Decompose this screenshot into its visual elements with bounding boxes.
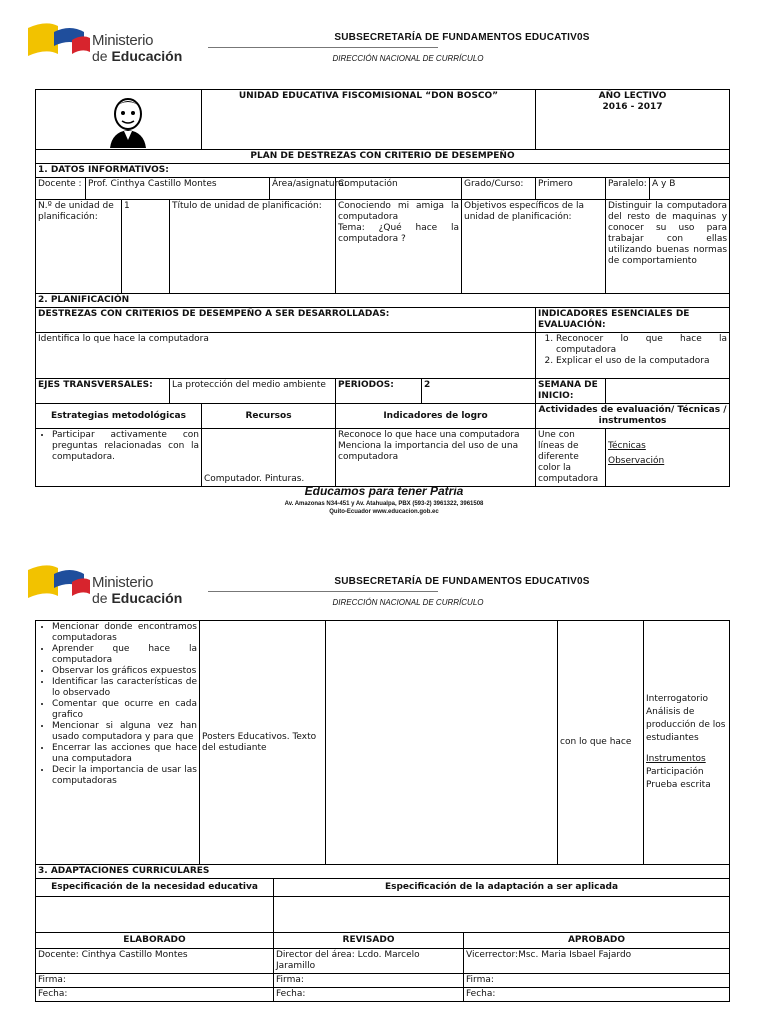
actividad-cell: con lo que hace xyxy=(558,621,644,865)
recursos-cell: Computador. Pinturas. xyxy=(202,429,336,487)
aprobado-vicerrector: Vicerrector:Msc. Maria Isbael Fajardo xyxy=(464,949,730,974)
plan-table-continued xyxy=(35,620,730,865)
docente-label: Docente : xyxy=(36,178,86,200)
school-emblem-cell xyxy=(36,90,202,150)
aprobado-header: APROBADO xyxy=(464,933,730,949)
paralelo-label: Paralelo: xyxy=(606,178,650,200)
col-actividades: Actividades de evaluación/ Técnicas / instrumentos xyxy=(536,404,730,429)
titulo-value-cell: Conociendo mi amiga la computadora Tema: ¿Qué hace la computadora ? xyxy=(336,200,462,294)
direccion-subtitle: DIRECCIÓN NACIONAL DE CURRÍCULO xyxy=(332,598,484,607)
section-1-title: 1. DATOS INFORMATIVOS: xyxy=(36,164,730,178)
school-year-cell: AÑO LECTIVO 2016 - 2017 xyxy=(536,90,730,150)
objetivos-value: Distinguir la computadora del resto de maquinas y conocer su uso para trabajar con ellas utilizando buenas normas de comportamiento xyxy=(606,200,730,294)
unidad-label: N.º de unidad de planificación: xyxy=(36,200,122,294)
logo-text-ministerio: Ministerio xyxy=(92,32,154,49)
titulo-label: Título de unidad de planificación: xyxy=(170,200,336,294)
grado-label: Grado/Curso: xyxy=(462,178,536,200)
indicador-item: 2. Explicar el uso de la computadora xyxy=(556,356,727,367)
elaborado-firma: Firma: xyxy=(36,974,274,988)
estrategia-item: • Mencionar si alguna vez han usado computadora y para que xyxy=(52,721,197,743)
col-indicadores: Indicadores de logro xyxy=(336,404,536,429)
actividad-cell: Une con líneas de diferente color la computadora xyxy=(536,429,606,487)
plan-title: PLAN DE DESTREZAS CON CRITERIO DE DESEMPEÑO xyxy=(36,150,730,164)
indicadores-label: INDICADORES ESENCIALES DE EVALUACIÓN: xyxy=(536,308,730,333)
col-recursos: Recursos xyxy=(202,404,336,429)
area-value: Computación xyxy=(336,178,462,200)
col-estrategias: Estrategias metodológicas xyxy=(36,404,202,429)
subsecretaria-title: SUBSECRETARÍA DE FUNDAMENTOS EDUCATIV0S xyxy=(334,32,590,43)
footer-slogan: Educamos para tener Patria xyxy=(304,484,464,498)
estrategia-item: • Encerrar las acciones que hace una computadora xyxy=(52,743,197,765)
section-2-title: 2. PLANIFICACIÓN xyxy=(36,294,730,308)
tecnicas-instrumentos-cell: Interrogatorio Análisis de producción de los estudiantes Instrumentos Participación Prueba escrita xyxy=(644,621,730,865)
subsecretaria-title: SUBSECRETARÍA DE FUNDAMENTOS EDUCATIV0S xyxy=(334,576,590,587)
espec-adaptacion-label: Especificación de la adaptación a ser aplicada xyxy=(274,879,730,897)
estrategia-item: • Decir la importancia de usar las computadoras xyxy=(52,765,197,787)
revisado-fecha: Fecha: xyxy=(274,988,464,1002)
revisado-director: Director del área: Lcdo. Marcelo Jaramillo xyxy=(274,949,464,974)
revisado-firma: Firma: xyxy=(274,974,464,988)
docente-value: Prof. Cinthya Castillo Montes xyxy=(86,178,270,200)
ecuador-flag-icon xyxy=(28,560,98,604)
periodos-label: PERIODOS: xyxy=(336,379,422,404)
destreza-value: Identifica lo que hace la computadora xyxy=(36,333,536,379)
logo-text-educacion: de Educación xyxy=(92,48,183,64)
ecuador-flag-icon xyxy=(28,18,98,62)
logo-text-ministerio: Ministerio xyxy=(92,574,154,591)
estrategia-cell: • Participar activamente con preguntas relacionadas con la computadora. xyxy=(36,429,202,487)
semana-label: SEMANA DE INICIO: xyxy=(536,379,606,404)
area-label: Área/asignatura: xyxy=(270,178,336,200)
elaborado-header: ELABORADO xyxy=(36,933,274,949)
elaborado-docente: Docente: Cinthya Castillo Montes xyxy=(36,949,274,974)
estrategia-item: • Aprender que hace la computadora xyxy=(52,644,197,666)
estrategias-list-cell xyxy=(36,621,200,865)
unidad-value: 1 xyxy=(122,200,170,294)
ejes-label: EJES TRANSVERSALES: xyxy=(36,379,170,404)
ejes-value: La protección del medio ambiente xyxy=(170,379,336,404)
paralelo-value: A y B xyxy=(650,178,730,200)
estrategia-item: • Comentar que ocurre en cada grafico xyxy=(52,699,197,721)
recursos-cell: Posters Educativos. Texto del estudiante xyxy=(200,621,326,865)
grado-value: Primero xyxy=(536,178,606,200)
don-bosco-portrait-icon xyxy=(106,94,150,148)
aprobado-fecha: Fecha: xyxy=(464,988,730,1002)
plan-table xyxy=(35,89,730,487)
estrategia-item: • Observar los gráficos expuestos xyxy=(52,666,197,677)
adaptaciones-table xyxy=(35,864,730,1002)
semana-value xyxy=(606,379,730,404)
direccion-subtitle: DIRECCIÓN NACIONAL DE CURRÍCULO xyxy=(332,54,484,63)
indicadores-list-cell xyxy=(536,333,730,379)
elaborado-fecha: Fecha: xyxy=(36,988,274,1002)
espec-adaptacion-value xyxy=(274,897,730,933)
objetivos-label: Objetivos específicos de la unidad de planificación: xyxy=(462,200,606,294)
header-divider xyxy=(208,47,438,48)
revisado-header: REVISADO xyxy=(274,933,464,949)
estrategia-item: • Identificar las características de lo observado xyxy=(52,677,197,699)
logo-text-educacion: de Educación xyxy=(92,590,183,606)
school-name: UNIDAD EDUCATIVA FISCOMISIONAL “DON BOSCO” xyxy=(202,90,536,150)
ministerio-logo xyxy=(28,18,188,62)
footer-address: Av. Amazonas N34-451 y Av. Atahualpa, PBX (593-2) 3961322, 3961508 Quito-Ecuador www.educacion.gob.ec xyxy=(284,501,484,515)
logro-cell: Reconoce lo que hace una computadora Menciona la importancia del uso de una computadora xyxy=(336,429,536,487)
aprobado-firma: Firma: xyxy=(464,974,730,988)
espec-necesidad-value xyxy=(36,897,274,933)
header-divider xyxy=(208,591,438,592)
section-3-title: 3. ADAPTACIONES CURRICULARES xyxy=(36,865,730,879)
indicador-item: 1. Reconocer lo que hace la computadora xyxy=(556,334,727,356)
tecnicas-cell: Técnicas Observación xyxy=(606,429,730,487)
espec-necesidad-label: Especificación de la necesidad educativa xyxy=(36,879,274,897)
periodos-value: 2 xyxy=(422,379,536,404)
ministerio-logo xyxy=(28,560,188,604)
estrategia-item: • Mencionar donde encontramos computadoras xyxy=(52,622,197,644)
logro-cell xyxy=(326,621,558,865)
destrezas-label: DESTREZAS CON CRITERIOS DE DESEMPEÑO A SER DESARROLLADAS: xyxy=(36,308,536,333)
